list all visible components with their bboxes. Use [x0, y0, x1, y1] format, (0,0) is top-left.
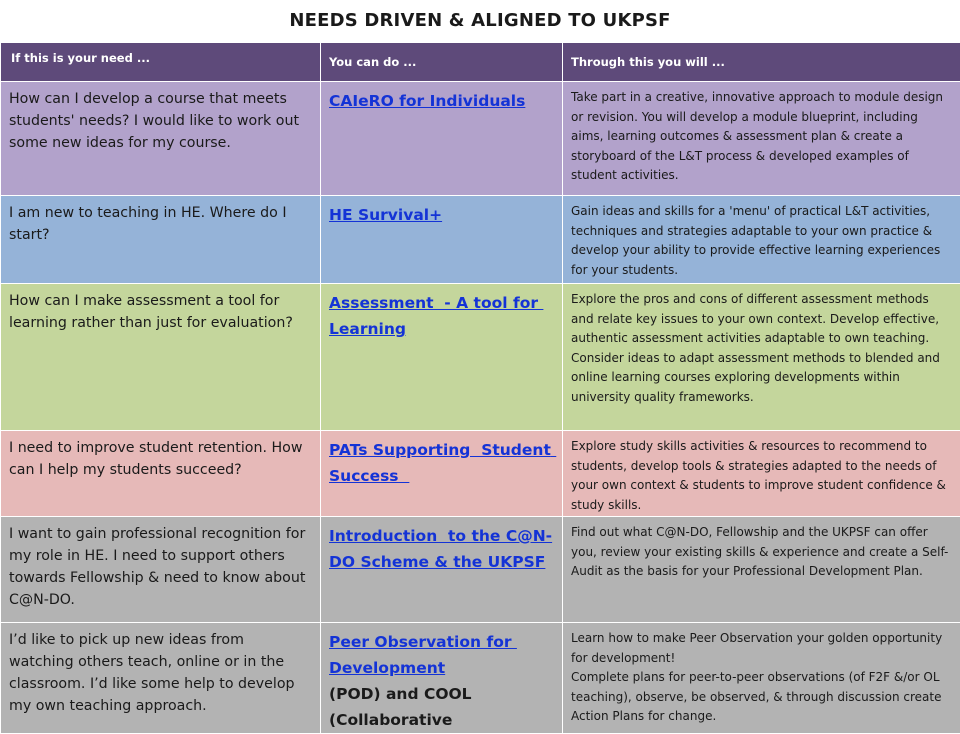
- outcome-text: Take part in a creative, innovative approach to module design or revision. You will develop a module blueprint, including aims, learning outcomes & assessment plan & create a storyboard of the L&T process & developed examples of student activities.: [563, 82, 960, 186]
- need-text: How can I make assessment a tool for learning rather than just for evaluation?: [1, 284, 320, 334]
- header-through: Through this you will ...: [563, 43, 960, 82]
- table-row: [1, 517, 960, 623]
- table-row: [1, 623, 960, 734]
- course-cell: [321, 82, 563, 196]
- course-link[interactable]: HE Survival+: [321, 196, 562, 228]
- need-text: I’d like to pick up new ideas from watching others teach, online or in the classroom. I’d like some help to develop my own teaching approach.: [1, 623, 320, 717]
- outcome-cell: [563, 431, 960, 517]
- outcome-cell: [563, 196, 960, 284]
- need-cell: [1, 196, 321, 284]
- outcome-cell: [563, 82, 960, 196]
- course-link[interactable]: PATs Supporting Student Success: [321, 431, 562, 489]
- course-link[interactable]: Introduction to the C@N-DO Scheme & the UKPSF: [321, 517, 562, 575]
- course-cell: [321, 431, 563, 517]
- need-text: How can I develop a course that meets students' needs? I would like to work out some new ideas for my course.: [1, 82, 320, 154]
- need-text: I want to gain professional recognition for my role in HE. I need to support others towards Fellowship & need to know about C@N-DO.: [1, 517, 320, 611]
- course-cell: [321, 196, 563, 284]
- course-subtitle: (POD) and COOL (Collaborative: [321, 681, 562, 733]
- header-need: If this is your need ...: [1, 43, 321, 82]
- outcome-text: Explore the pros and cons of different assessment methods and relate key issues to your own context. Develop effective, authentic assessment activities adaptable to own teaching. Consider ideas to adapt assessment methods to blended and online learning courses exploring developments within university quality frameworks.: [563, 284, 960, 407]
- table-row: [1, 82, 960, 196]
- table-row: [1, 284, 960, 431]
- course-link[interactable]: CAIeRO for Individuals: [321, 82, 562, 114]
- page-title: NEEDS DRIVEN & ALIGNED TO UKPSF: [0, 0, 960, 42]
- course-cell: [321, 517, 563, 623]
- outcome-text: Learn how to make Peer Observation your golden opportunity for development! Complete plans for peer-to-peer observations (of F2F &/or OL teaching), observe, be observed, & through discussion create Action Plans for change.: [563, 623, 960, 727]
- need-cell: [1, 623, 321, 734]
- outcome-text: Explore study skills activities & resources to recommend to students, develop tools & strategies adapted to the needs of your own context & students to improve student confidence & study skills.: [563, 431, 960, 515]
- need-text: I am new to teaching in HE. Where do I start?: [1, 196, 320, 246]
- outcome-cell: [563, 517, 960, 623]
- need-cell: [1, 431, 321, 517]
- table-header-row: [1, 43, 960, 82]
- need-cell: [1, 284, 321, 431]
- outcome-cell: [563, 284, 960, 431]
- need-cell: [1, 517, 321, 623]
- header-can-do: You can do ...: [321, 43, 563, 82]
- course-link[interactable]: Peer Observation for Development: [321, 623, 562, 681]
- outcome-text: Gain ideas and skills for a 'menu' of practical L&T activities, techniques and strategies adaptable to your own practice & develop your ability to provide effective learning experiences for your students.: [563, 196, 960, 280]
- table-row: [1, 431, 960, 517]
- course-cell: [321, 284, 563, 431]
- table-row: [1, 196, 960, 284]
- needs-table: [0, 42, 960, 734]
- outcome-text: Find out what C@N-DO, Fellowship and the UKPSF can offer you, review your existing skills & experience and create a Self-Audit as the basis for your Professional Development Plan.: [563, 517, 960, 582]
- course-cell: [321, 623, 563, 734]
- need-cell: [1, 82, 321, 196]
- course-link[interactable]: Assessment - A tool for Learning: [321, 284, 562, 342]
- need-text: I need to improve student retention. How can I help my students succeed?: [1, 431, 320, 481]
- outcome-cell: [563, 623, 960, 734]
